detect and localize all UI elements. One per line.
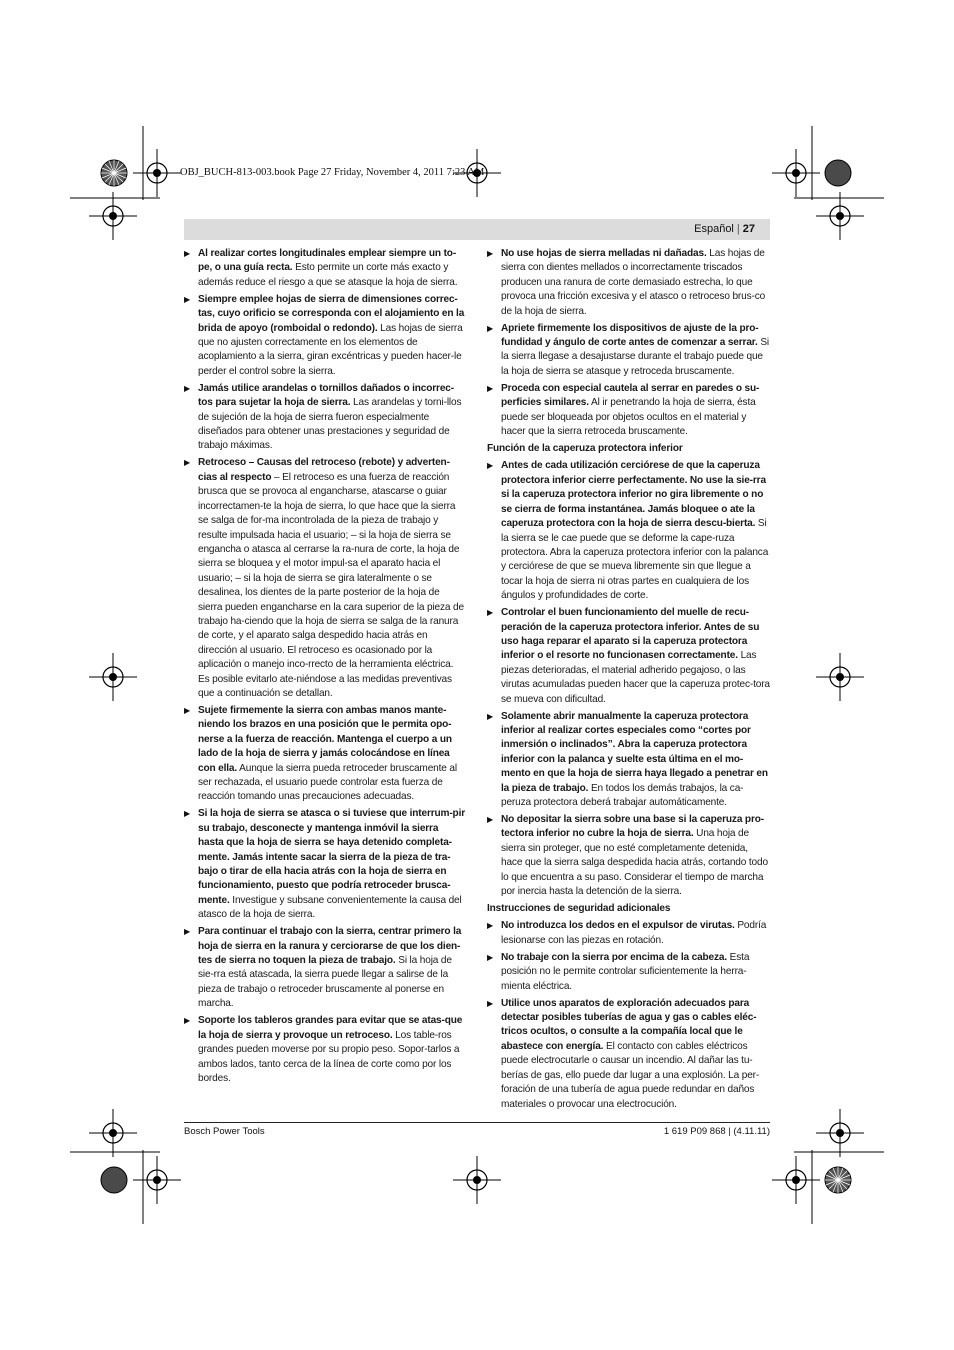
safety-item-text: Investigue y subsane convenientemente la causa del atasco de la hoja de sierra. — [198, 894, 462, 921]
safety-item-text: Aunque la sierra pueda retroceder bruscamente al ser rechazada, el usuario puede controlar esta fuerza de reacción tomando unas precauciones adecuadas. — [198, 762, 457, 803]
bullet-triangle-icon: ▶ — [487, 921, 494, 931]
bullet-triangle-icon: ▶ — [487, 383, 494, 393]
safety-item-bold: Retroceso – Causas del retroceso (rebote) y adverten-cias al respecto — [198, 457, 450, 483]
bullet-triangle-icon: ▶ — [184, 249, 191, 258]
safety-item-text: Las arandelas y torni-llos de sujeción de la hoja de sierra fueron especialmente diseñados para obtener unas prestaciones y seguridad de trabajo máximas. — [198, 397, 462, 452]
safety-item-bold: Si la hoja de sierra se atasca o si tuviese que interrum-pir su trabajo, desconecte y mantenga inmóvil la sierra hasta que la hoja de sierra se haya detenido completa-mente. Jamás intente sacar la sierra de la pieza de tra-bajo o tirar de ella hacia atrás con la hoja de sierra en funcionamiento, puesto que podría retroceder brusca-mente. — [198, 808, 466, 906]
safety-item-text: Las piezas deterioradas, el material adherido pegajoso, o las virutas acumuladas pueden hacer que la caperuza protec-tora se mueva con dificultad. — [501, 650, 770, 705]
bullet-triangle-icon: ▶ — [184, 927, 191, 937]
bullet-triangle-icon: ▶ — [487, 323, 494, 333]
safety-item-text: Esto permite un corte más exacto y además reduce el riesgo a que se atasque la hoja de sierra. — [198, 262, 458, 288]
safety-item — [487, 813, 770, 899]
safety-item — [184, 293, 466, 379]
bullet-triangle-icon: ▶ — [184, 383, 191, 393]
header-language: Español — [694, 223, 734, 235]
bullet-triangle-icon: ▶ — [184, 458, 191, 468]
safety-item-bold: Soporte los tableros grandes para evitar que se atas-que la hoja de sierra y provoque un retroceso. — [198, 1015, 463, 1041]
page-number: 27 — [742, 223, 755, 235]
safety-item-text: Las hojas de sierra que no ajusten correctamente en los elementos de acoplamiento a la sierra, giran excéntricas y pueden hacer-le perder el control sobre la sierra. — [198, 322, 463, 377]
safety-item-bold: No depositar la sierra sobre una base si la caperuza pro-tectora inferior no cubre la hoja de sierra. — [501, 814, 764, 840]
bullet-triangle-icon: ▶ — [487, 608, 494, 618]
safety-item-bold: Jamás utilice arandelas o tornillos dañados o incorrec-tos para sujetar la hoja de sierra. — [198, 382, 454, 409]
bullet-triangle-icon: ▶ — [487, 461, 494, 471]
bullet-triangle-icon: ▶ — [487, 249, 494, 258]
safety-item — [487, 710, 770, 811]
bullet-triangle-icon: ▶ — [487, 815, 494, 824]
safety-item-text: Esta posición no le permite controlar suficientemente la herra-mienta eléctrica. — [501, 951, 750, 992]
safety-item — [487, 322, 770, 380]
page-header: Español | 27 — [184, 219, 770, 240]
safety-item-bold: Antes de cada utilización cerciórese de que la caperuza protectora inferior cierre perfectamente. No use la sie-rra si la caperuza protectora inferior no gira libremente o no se cierra de forma instantánea. Jamás bloquee o ate la caperuza protectora con la hoja de sierra descu-bierta. — [501, 460, 766, 530]
safety-item-text: Los table-ros grandes pueden moverse por su propio peso. Sopor-tarlos a ambos lados, tanto cerca de la línea de corte como por los bordes. — [198, 1029, 460, 1084]
bullet-triangle-icon: ▶ — [184, 809, 191, 819]
safety-item-text: Una hoja de sierra sin proteger, que no esté completamente detenida, hace que la sierra salga despedida hacia atrás, cortando todo lo que encuentra a su paso. Considerar el tiempo de marcha por inercia hasta la detención de la sierra. — [501, 828, 768, 898]
safety-item-bold: No trabaje con la sierra por encima de la cabeza. — [501, 951, 728, 963]
safety-item-bold: Sujete firmemente la sierra con ambas manos mante-niendo los brazos en una posición que le permita opo-nerse a la fuerza de reacción. Mantenga el cuerpo a un lado de la hoja de sierra y jamás colocándose en línea con ella. — [198, 704, 452, 774]
safety-item — [487, 951, 770, 994]
left-column — [184, 247, 466, 1089]
safety-item — [184, 704, 466, 805]
footer-rule — [184, 1122, 770, 1123]
footer-doc-code: 1 619 P09 868 | (4.11.11) — [663, 1126, 770, 1137]
right-column — [487, 247, 770, 1115]
safety-item — [184, 247, 466, 290]
safety-item — [184, 807, 466, 922]
safety-item-bold: Solamente abrir manualmente la caperuza protectora inferior al realizar cortes especiales como “cortes por inmersión o inclinados”. Abra la caperuza protectora inferior con la palanca y suelte esta última en el mo-mento en que la hoja de sierra haya llegado a penetrar en la pieza de trabajo. — [501, 710, 768, 794]
safety-item-bold: No use hojas de sierra melladas ni dañadas. — [501, 248, 707, 259]
safety-item — [184, 925, 466, 1011]
safety-item-bold: Utilice unos aparatos de exploración adecuados para detectar posibles tuberías de agua y gas o cables eléc-tricos ocultos, o consulte a la compañía local que le abastece con energía. — [501, 997, 757, 1052]
safety-item — [487, 997, 770, 1112]
safety-item-bold: Siempre emplee hojas de sierra de dimensiones correc-tas, cuyo orificio se corresponda con el alojamiento en la brida de apoyo (romboidal o redondo). — [198, 293, 465, 334]
print-slug-line: OBJ_BUCH-813-003.book Page 27 Friday, November 4, 2011 7:23 AM — [180, 167, 485, 178]
safety-item — [184, 1014, 466, 1086]
safety-item-bold: Para continuar el trabajo con la sierra, centrar primero la hoja de sierra en la ranura y cerciorarse de que los dien-tes de sierra no toquen la pieza de trabajo. — [198, 926, 462, 967]
safety-item-text: – El retroceso es una fuerza de reacción brusca que se provoca al engancharse, atascarse o guiar incorrectamen-te la hoja de sierra, lo que hace que la sierra se salga de for-ma incontrolada de la pieza de trabajo y resulte impulsada hacia el usuario; – si la hoja de sierra se engancha o atasca al cerrarse la ra-nura de corte, la hoja de sierra se bloquea y el motor impul-sa el aparato hacia el usuario; – si la hoja de sierra se gira lateralmente o se desalinea, los dientes de la parte posterior de la hoja de sierra pueden engancharse en la cara superior de la pieza de trabajo ha-ciendo que la hoja de sierra se salga de la ranura de corte, y el aparato salga despedido hacia atrás en dirección al usuario. El retroceso es ocasionado por la aplicación o manejo inco-rrecto de la herramienta eléctrica. Es posible evitarlo ate-niéndose a las medidas preventivas que a continuación se detallan. — [198, 471, 464, 699]
safety-item-bold: Controlar el buen funcionamiento del muelle de recu-peración de la caperuza protectora inferior. Antes de su uso haga reparar el aparato si la caperuza protectora inferior o el resorte no funcionasen correctamente. — [501, 607, 760, 662]
safety-item — [487, 247, 770, 319]
safety-item-bold: No introduzca los dedos en el expulsor de virutas. — [501, 920, 735, 932]
section-heading-additional: Instrucciones de seguridad adicionales — [487, 903, 671, 915]
safety-item — [487, 606, 770, 707]
safety-item-text: El contacto con cables eléctricos puede electrocutarle o causar un incendio. Al dañar las tu-berías de gas, ello puede dar lugar a una explosión. La per-foración de una tubería de agua puede redundar en daños materiales o provocar una electrocución. — [501, 1040, 760, 1110]
safety-item-text: Si la sierra llegase a desajustarse durante el trabajo puede que la hoja de sierra se atasque y retroceda bruscamente. — [501, 337, 770, 377]
safety-item-text: Si la sierra se le cae puede que se deforme la cape-ruza protectora. Abra la caperuza protectora inferior con la palanca y cerciórese de que se mueva libremente sin que llegue a tocar la hoja de sierra ni otras partes en cualquiera de los ángulos y profundidades de corte. — [501, 518, 769, 602]
safety-item — [487, 919, 770, 948]
safety-item-bold: Al realizar cortes longitudinales emplear siempre un to-pe, o una guía recta. — [198, 248, 457, 274]
safety-item — [184, 456, 466, 701]
section-heading-guard: Función de la caperuza protectora inferior — [487, 443, 683, 455]
footer-brand: Bosch Power Tools — [184, 1126, 265, 1137]
safety-item-text: Podría lesionarse con las piezas en rotación. — [501, 920, 767, 946]
safety-item-text: Si la hoja de sie-rra está atascada, la sierra puede llegar a salirse de la pieza de trabajo o retroceder bruscamente al ponerse en marcha. — [198, 955, 452, 1010]
bullet-triangle-icon: ▶ — [184, 294, 191, 304]
safety-item — [487, 382, 770, 440]
safety-item-text: Al ir penetrando la hoja de sierra, ésta puede ser bloqueada por objetos ocultos en el material y hacer que la sierra retroceda bruscamente. — [501, 397, 756, 438]
bullet-triangle-icon: ▶ — [487, 998, 494, 1008]
safety-item-text: En todos los demás trabajos, la ca-peruza protectora deberá trabajar automáticamente. — [501, 782, 744, 808]
bullet-triangle-icon: ▶ — [487, 952, 494, 962]
safety-item-text: Las hojas de sierra con dientes mellados o incorrectamente triscados producen una ranura de corte demasiado estrecha, lo que provoca una fricción excesiva y el atasco o retroceso brus-co de la hoja de sierra. — [501, 248, 766, 317]
safety-item — [184, 382, 466, 454]
safety-item-bold: Apriete firmemente los dispositivos de ajuste de la pro-fundidad y ángulo de corte antes de comenzar a serrar. — [501, 322, 759, 349]
safety-item-bold: Proceda con especial cautela al serrar en paredes o su-perficies similares. — [501, 382, 760, 409]
bullet-triangle-icon: ▶ — [184, 1016, 191, 1026]
safety-item — [487, 459, 770, 603]
bullet-triangle-icon: ▶ — [184, 705, 191, 715]
bullet-triangle-icon: ▶ — [487, 711, 494, 721]
